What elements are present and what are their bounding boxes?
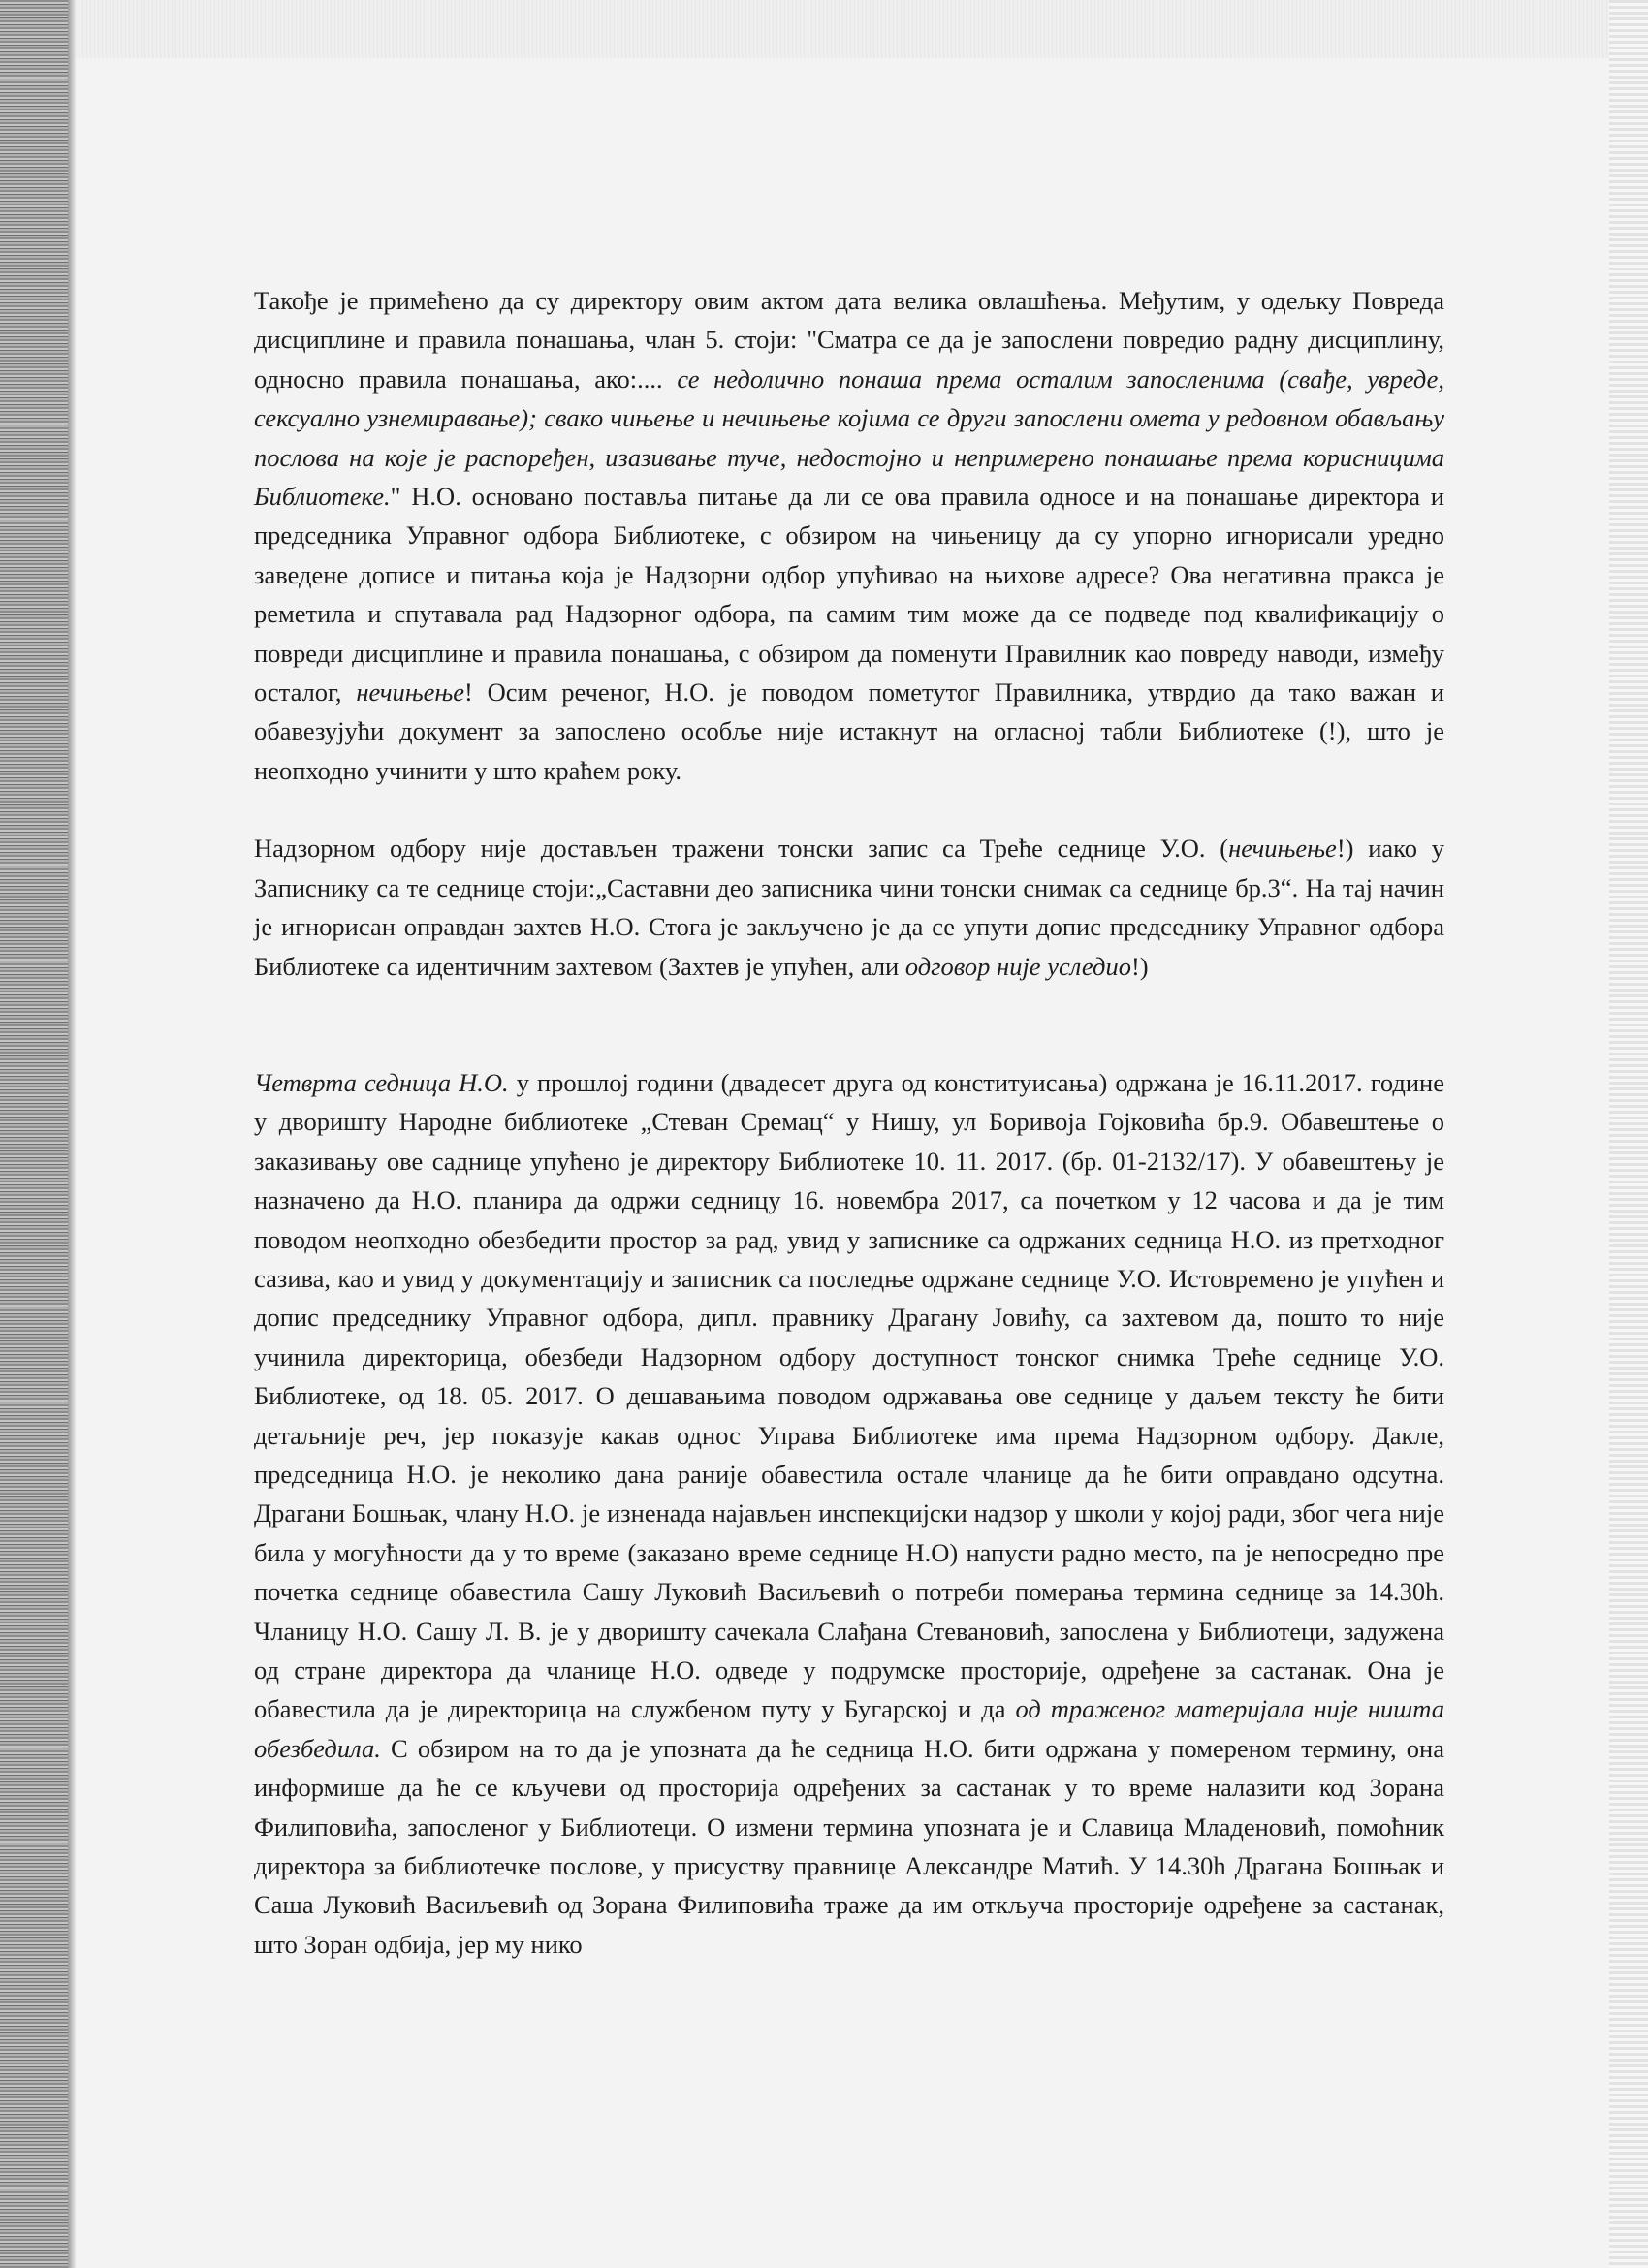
italic-heading: Четврта седница Н.О.	[254, 1067, 509, 1097]
paragraph-audio-record	[254, 829, 1444, 986]
text-run: у прошлој години (двадесет друга од конституисања) одржана је 16.11.2017. године у дворишту Народне библиотеке „Стеван Сремац“ у Нишу, ул Боривоја Гојковића бр.9. Обавештење о заказивању ове саднице упућено је директору Библиотеке 10. 11. 2017. (бр. 01-2132/17). У обавештењу је назначено да Н.О. планира да одржи седницу 16. новембра 2017, са почетком у 12 часова и да је тим поводом неопходно обезбедити простор за рад, увид у записнике са одржаних седница Н.О. из претходног сазива, као и увид у документацију и записник са последње одржане седнице У.О. Истовремено је упућен и допис председнику Управног одбора, дипл. правнику Драгану Јовићу, са захтевом да, пошто то није учинила директорица, обезбеди Надзорном одбору доступност тонског снимка Треће седнице У.О. Библиотеке, од 18. 05. 2017. О дешавањима поводом одржавања ове седнице у даљем тексту ће бити детаљније реч, јер показује какав однос Управа Библиотеке има према Надзорном одбору. Дакле, председница Н.О. је неколико дана раније обавестила остале чланице да ће бити оправдано одсутна. Драгани Бошњак, члану Н.О. је изненада најављен инспекцијски надзор у школи у којој ради, због чега није била у могућности да у то време (заказано време седнице Н.О) напусти радно место, па је непосредно пре почетка седнице обавестила Сашу Луковић Васиљевић о потреби померања термина седнице за 14.30h. Чланицу Н.О. Сашу Л. В. је у дворишту сачекала Слађана Стевановић, запослена у Библиотеци, задужена од стране директора да чланице Н.О. одведе у подрумске просторије, одређене за састанак. Она је обавестила да је директорица на службеном путу у Бугарској и да	[254, 1067, 1444, 1724]
italic-quote: од траженог материјала није ништа обезбедила.	[254, 1694, 1444, 1763]
text-run: !) иако у Записнику са те седнице стоји:„Саставни део записника чини тонски снимак са седнице бр.3“. На тај начин је игнорисан оправдан захтев Н.О. Стога је закључено је да се упути допис председнику Управног одбора Библиотеке са идентичним захтевом (Захтев је упућен, али	[254, 834, 1444, 981]
document-body	[254, 281, 1444, 1964]
text-run: Надзорном одбору није достављен тражени тонски запис са Треће седнице У.О. (	[254, 834, 1229, 864]
paragraph-regulations	[254, 281, 1444, 790]
italic-note: одговор није уследио	[904, 951, 1131, 981]
scanner-edge-shadow	[68, 0, 76, 2268]
text-run: ! Осим реченог, Н.О. је поводом пометутог Правилника, утврдио да тако важан и обавезујући документ за запослено особље није истакнут на огласној табли Библиотеке (!), што је неопходно учинити у што краћем року.	[254, 677, 1444, 785]
italic-quote: се недолично понаша према осталим запосленима (свађе, увреде, сексуално узнемиравање); свако чињење и нечињење којима се други запослени омета у редовном обављању послова на које је распоређен, изазивање туче, недостојно и непримерено понашање према корисницима Библиотеке.	[254, 363, 1444, 512]
text-run: !)	[1130, 951, 1149, 981]
italic-term: нечињење	[1228, 834, 1337, 864]
scanner-top-noise	[76, 0, 1648, 58]
italic-term: нечињење	[356, 677, 465, 708]
paragraph-fourth-session	[254, 1063, 1444, 1964]
text-run: " Н.О. основано поставља питање да ли се ова правила односе и на понашање директора и председника Управног одбора Библиотеке, с обзиром на чињеницу да су упорно игнорисали уредно заведене дописе и питања која је Надзорни одбор упућивао на њихове адресе? Ова негативна пракса је реметила и спутавала рад Надзорног одбора, па самим тим може да се подведе под квалификацију о повреди дисциплине и правила понашања, с обзиром да поменути Правилник као повреду наводи, између осталог,	[254, 482, 1444, 708]
text-run: С обзиром на то да је упозната да ће седница Н.О. бити одржана у померенoм термину, она информише да ће се кључеви од просторија одређених за састанак у то време налазити код Зорана Филиповића, запосленог у Библиотеци. О измени термина упозната је и Славица Младеновић, помоћник директора за библиотечке послове, у присуству правнице Александре Матић. У 14.30h Драгана Бошњак и Саша Луковић Васиљевић од Зорана Филиповића траже да им откључа просторије одређене за састанак, што Зоран одбија, јер му нико	[254, 1733, 1444, 1959]
scanner-edge-strip	[0, 0, 68, 2268]
text-run: Такође је примећено да су директору овим актом дата велика овлашћења. Међутим, у одељку Повреда дисциплине и правила понашања, члан 5. стоји: "Сматра се да је запослени повредио радну дисциплину, односно правила понашања, ако:....	[254, 286, 1444, 394]
scanner-right-noise	[1609, 0, 1648, 2268]
